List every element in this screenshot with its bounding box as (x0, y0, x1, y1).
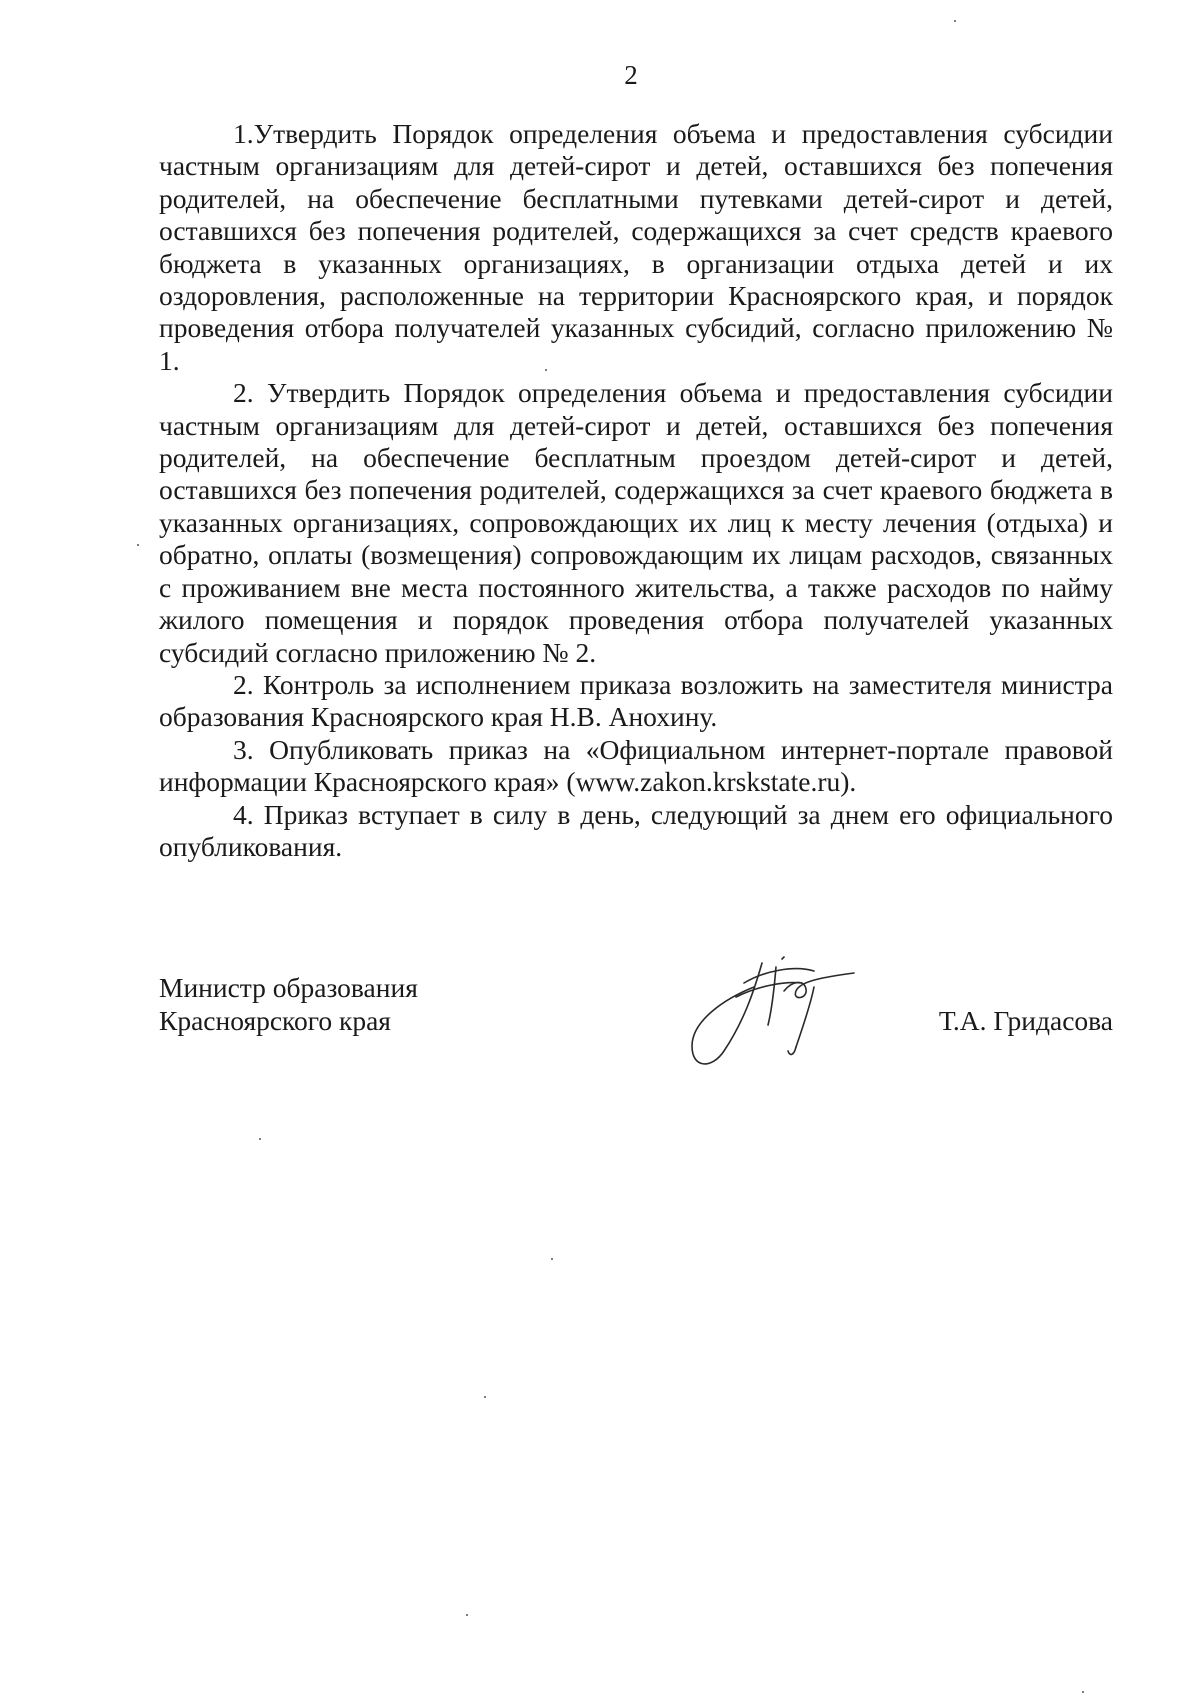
scan-speck (545, 369, 547, 371)
paragraph-approve-order-2: 2. Утвердить Порядок определения объема и предоставления субсидии частным организациям для детей-сирот и детей, оставшихся без попечения родителей, на обеспечение бесплатным проездом детей-сирот и детей, оставшихся без попечения родителей, содержащихся за счет краевого бюджета в указанных организациях, сопровождающих их лиц к месту лечения (отдыха) и обратно, оплаты (возмещения) сопровождающим их лицам расходов, связанных с проживанием вне места постоянного жительства, а также расходов по найму жилого помещения и порядок проведения отбора получателей указанных субсидий согласно приложению № 2. (159, 377, 1113, 668)
scan-speck (259, 1138, 261, 1140)
paragraph-publish: 3. Опубликовать приказ на «Официальном интернет-портале правовой информации Красноярского края» (www.zakon.krskstate.ru). (159, 733, 1113, 798)
scan-speck (484, 1396, 486, 1398)
scan-speck (954, 20, 956, 22)
handwritten-signature (684, 951, 874, 1071)
signature-block (159, 971, 1113, 1131)
document-body (159, 118, 1113, 863)
page-number: 2 (624, 60, 638, 90)
scan-speck (551, 1258, 553, 1260)
paragraph-effective-date: 4. Приказ вступает в силу в день, следующий за днем его официального опубликования. (159, 798, 1113, 862)
paragraph-approve-order-1: 1.Утвердить Порядок определения объема и предоставления субсидии частным организациям для детей-сирот и детей, оставшихся без попечения родителей, на обеспечение бесплатными путевками детей-сирот и детей, оставшихся без попечения родителей, содержащихся за счет средств краевого бюджета в указанных организациях, в организации отдыха детей и их оздоровления, расположенные на территории Красноярского края, и порядок проведения отбора получателей указанных субсидий, согласно приложению № 1. (159, 118, 1113, 376)
scan-speck (466, 1614, 468, 1616)
paragraph-control: 2. Контроль за исполнением приказа возложить на заместителя министра образования Красноярского края Н.В. Анохину. (159, 668, 1113, 733)
scan-speck (1082, 1691, 1084, 1693)
signer-title (159, 971, 418, 1037)
signer-name: Т.А. Гридасова (938, 1005, 1113, 1036)
scan-speck (137, 544, 139, 546)
signer-title-line-2: Красноярского края (159, 1005, 391, 1036)
signer-title-line-1: Министр образования (159, 972, 418, 1003)
